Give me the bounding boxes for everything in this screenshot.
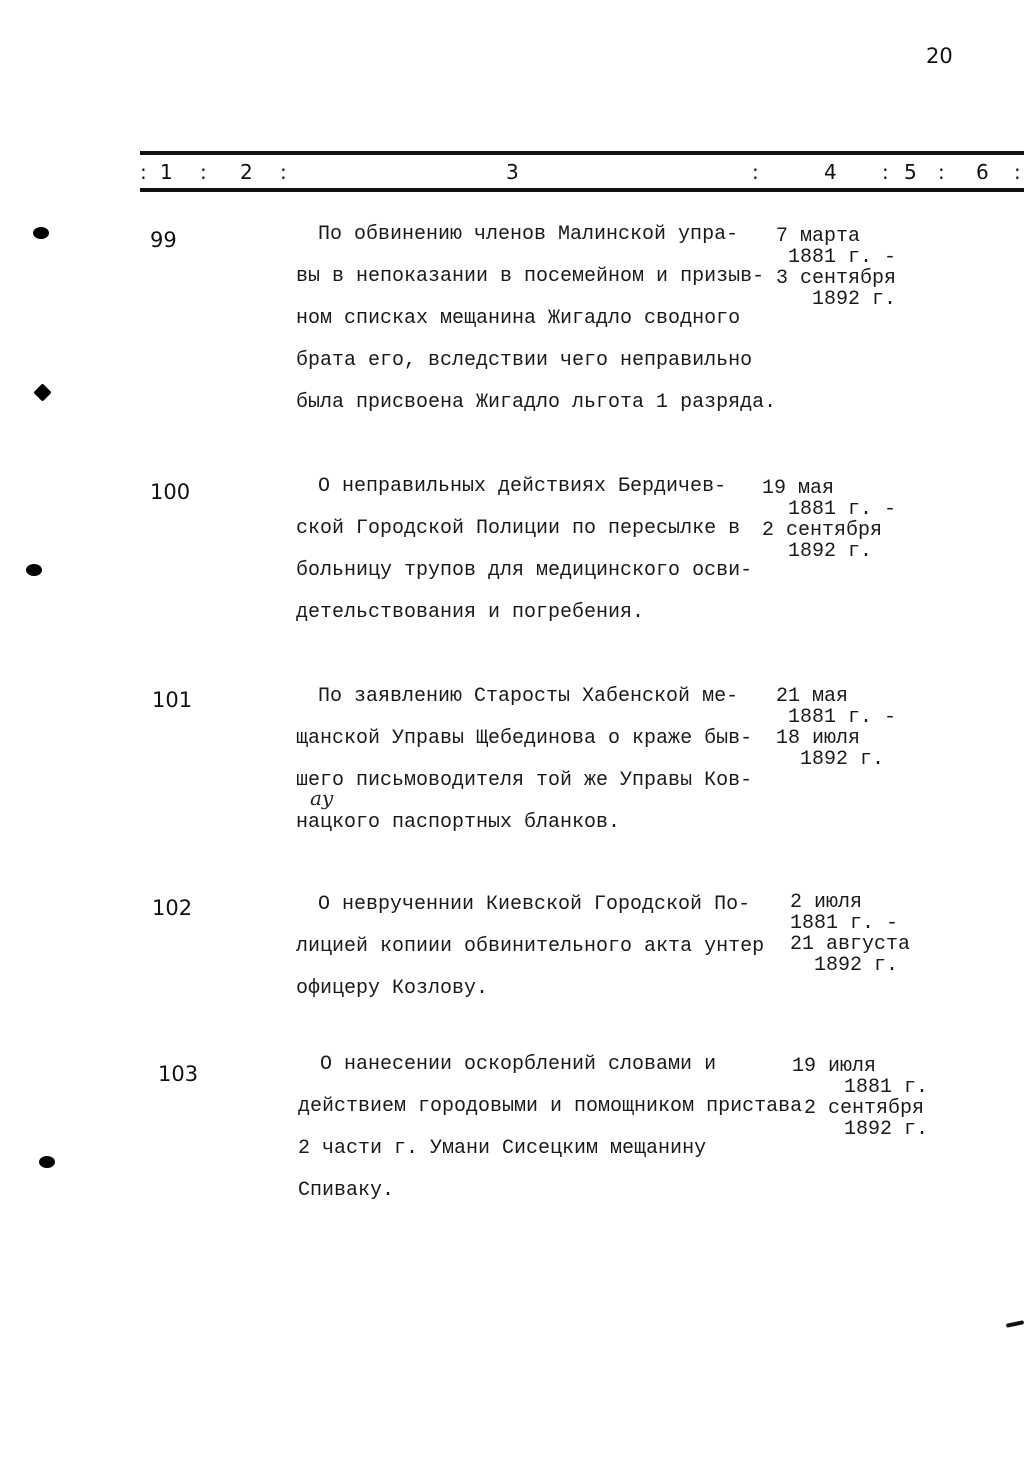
entry-dates: 21 мая 1881 г. - 18 июля 1892 г.	[776, 685, 897, 771]
table-header	[0, 160, 1024, 186]
punch-hole-icon	[26, 564, 42, 576]
entry-description: О неврученнии Киевской Городской По- лицией копиии обвинительного акта унтер офицеру Козлову.	[296, 893, 765, 1000]
column-header-2: 2	[240, 160, 253, 184]
entry-number: 103	[158, 1062, 199, 1086]
entry-dates: 7 марта 1881 г. - 3 сентября 1892 г.	[776, 225, 897, 311]
entry-dates: 2 июля 1881 г. - 21 августа 1892 г.	[790, 891, 911, 977]
punch-hole-icon	[33, 383, 51, 401]
page-number: 20	[926, 44, 953, 68]
column-header-1: 1	[160, 160, 173, 184]
entry-dates: 19 июля 1881 г. 2 сентября 1892 г.	[792, 1055, 929, 1141]
column-header-6: 6	[976, 160, 989, 184]
entry-number: 101	[152, 688, 193, 712]
entry-number: 100	[150, 480, 191, 504]
entry-description: По заявлению Старосты Хабенской ме- щанской Управы Щебединова о краже быв- шего письмоводителя той же Управы Ков- нацкого паспортных бланков.	[296, 685, 753, 834]
header-rule-top	[140, 151, 1024, 155]
column-header-3: 3	[506, 160, 519, 184]
column-separator: :	[280, 160, 287, 184]
column-separator: :	[752, 160, 759, 184]
column-separator: :	[1014, 160, 1021, 184]
header-rule-bottom	[140, 188, 1024, 192]
entry-dates: 19 мая 1881 г. - 2 сентября 1892 г.	[762, 477, 897, 563]
entry-description: О нанесении оскорблений словами и действием городовыми и помощником пристава 2 части г. Умани Сисецким мещанину Спиваку.	[298, 1053, 803, 1202]
column-separator: :	[938, 160, 945, 184]
punch-hole-icon	[39, 1156, 55, 1168]
column-separator: :	[882, 160, 889, 184]
entry-number: 99	[150, 228, 177, 252]
pen-stroke-mark	[1006, 1320, 1024, 1328]
entry-description: О неправильных действиях Бердичев- ской Городской Полиции по пересылке в больницу трупов для медицинского осви- детельствования и погребения.	[296, 475, 753, 624]
entry-description: По обвинению членов Малинской упра- вы в непоказании в посемейном и призыв- ном списках мещанина Жигадло сводного брата его, вследствии чего неправильно была присвоена Жигадло льгота 1 разряда.	[296, 223, 777, 414]
column-header-5: 5	[904, 160, 917, 184]
column-separator: :	[140, 160, 147, 184]
entry-number: 102	[152, 896, 193, 920]
column-header-4: 4	[824, 160, 837, 184]
punch-hole-icon	[33, 227, 49, 239]
column-separator: :	[200, 160, 207, 184]
handwritten-correction: ау	[310, 786, 334, 810]
